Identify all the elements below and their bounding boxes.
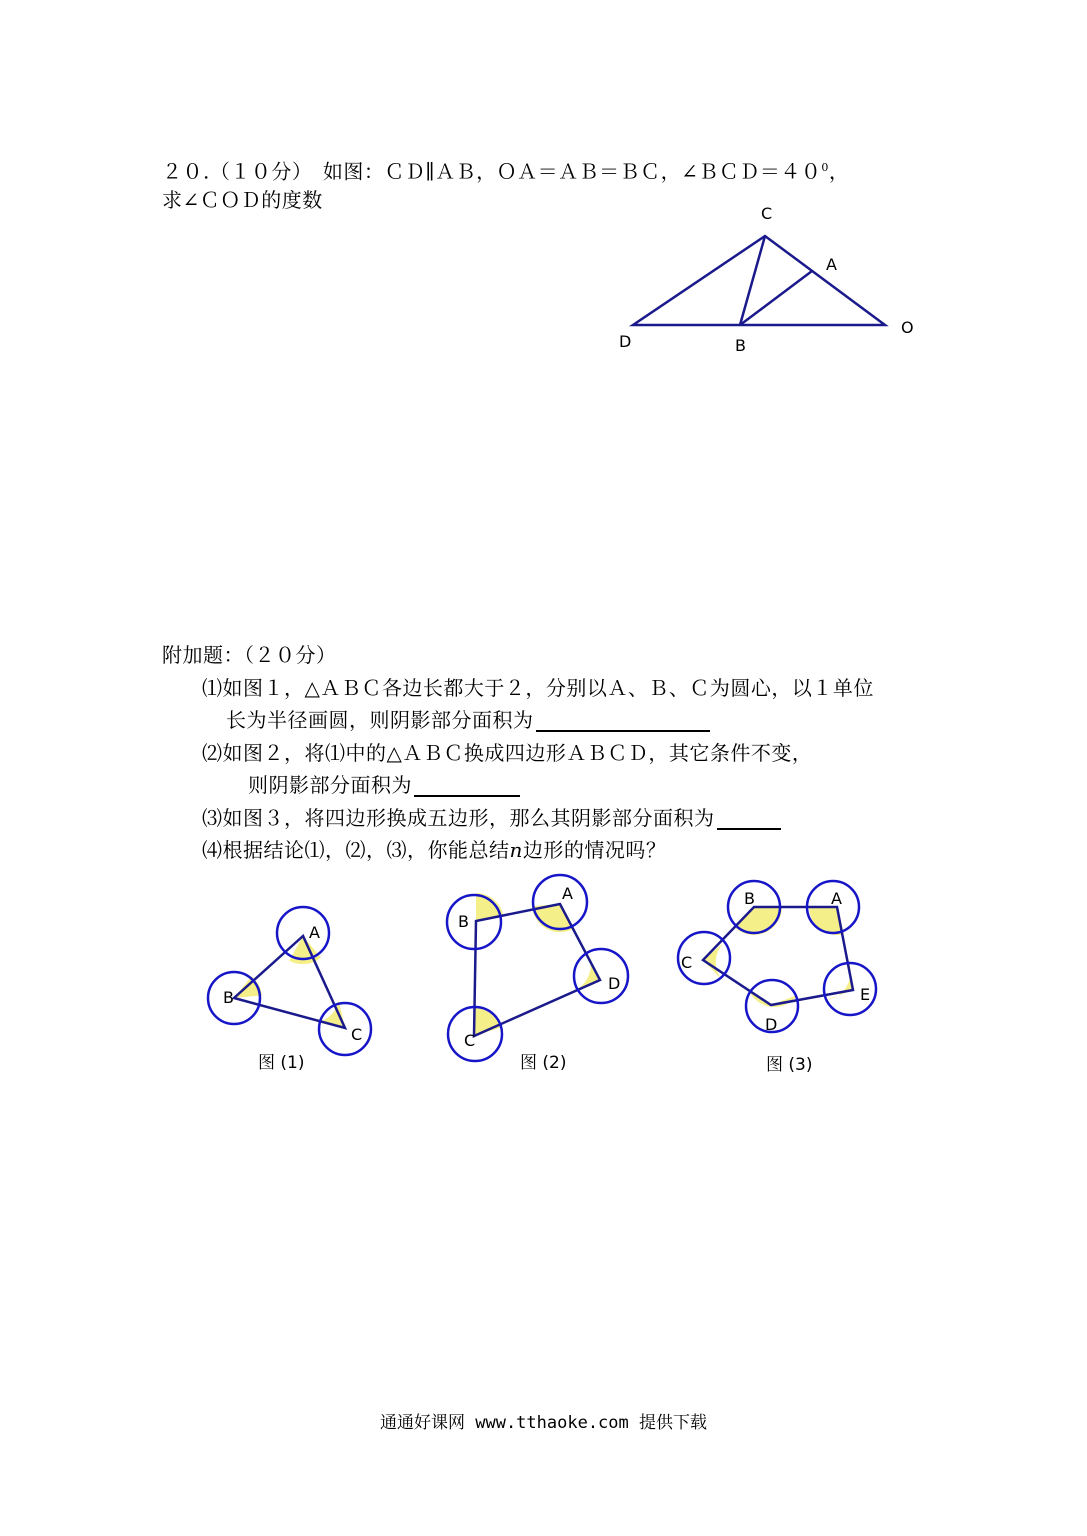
fig1-label-B: B [223, 988, 234, 1007]
fig3-label-B: B [744, 889, 755, 908]
p2-line2-text: 则阴影部分面积为 [248, 773, 412, 797]
label-D: D [619, 332, 632, 351]
fig1-label-A: A [309, 923, 320, 942]
q20-figure [633, 236, 885, 325]
label-C: C [761, 204, 773, 223]
p4-variable: n [509, 838, 523, 862]
fig2-label-D: D [608, 974, 621, 993]
label-O: O [901, 318, 914, 337]
fig3-caption: 图 (3) [766, 1055, 813, 1075]
degree-mark: 0 [821, 161, 829, 174]
fig2-label-B: B [458, 912, 469, 931]
fig2-label-C: C [464, 1031, 476, 1050]
fig1-label-C: C [351, 1025, 363, 1044]
fig3-label-E: E [860, 985, 871, 1004]
p2-line1: ⑵如图２，将⑴中的△ＡＢＣ换成四边形ＡＢＣＤ，其它条件不变， [202, 741, 813, 765]
shade-C [474, 1008, 501, 1036]
triangle-abc [234, 936, 345, 1028]
fig2-label-A: A [562, 884, 573, 903]
extra-heading: 附加题：（２０分） [162, 643, 337, 667]
figure-1 [208, 907, 371, 1073]
circle-B [447, 895, 501, 949]
footer-credit: 通通好课网 www.tthaoke.com 提供下载 [380, 1413, 707, 1433]
figure-3 [678, 881, 876, 1075]
fig3-label-D: D [765, 1015, 778, 1034]
p1-line1: ⑴如图１，△ＡＢＣ各边长都大于２，分别以Ａ、Ｂ、Ｃ为圆心，以１单位 [202, 676, 874, 700]
p1-line2-text: 长为半径画圆，则阴影部分面积为 [226, 708, 534, 732]
q20-comma: ， [828, 159, 850, 184]
label-A: A [826, 255, 837, 274]
q20-line2: 求∠ＣＯＤ的度数 [162, 188, 323, 212]
p3-text: ⑶如图３，将四边形换成五边形，那么其阴影部分面积为 [202, 806, 715, 830]
fig2-caption: 图 (2) [520, 1053, 567, 1073]
fig3-label-A: A [831, 889, 842, 908]
q20-statement: ２０.（１０分） 如图：ＣＤ∥ＡＢ，ＯＡ＝ＡＢ＝ＢＣ，∠ＢＣＤ＝４０ [162, 159, 822, 184]
fig3-label-C: C [681, 953, 693, 972]
segment-ba [740, 271, 812, 325]
fig1-caption: 图 (1) [258, 1053, 305, 1073]
label-B: B [735, 336, 746, 355]
figure-2 [447, 875, 628, 1073]
p4-text-pre: ⑷根据结论⑴，⑵，⑶，你能总结 [202, 838, 510, 862]
p4-text-post: 边形的情况吗？ [522, 838, 667, 862]
